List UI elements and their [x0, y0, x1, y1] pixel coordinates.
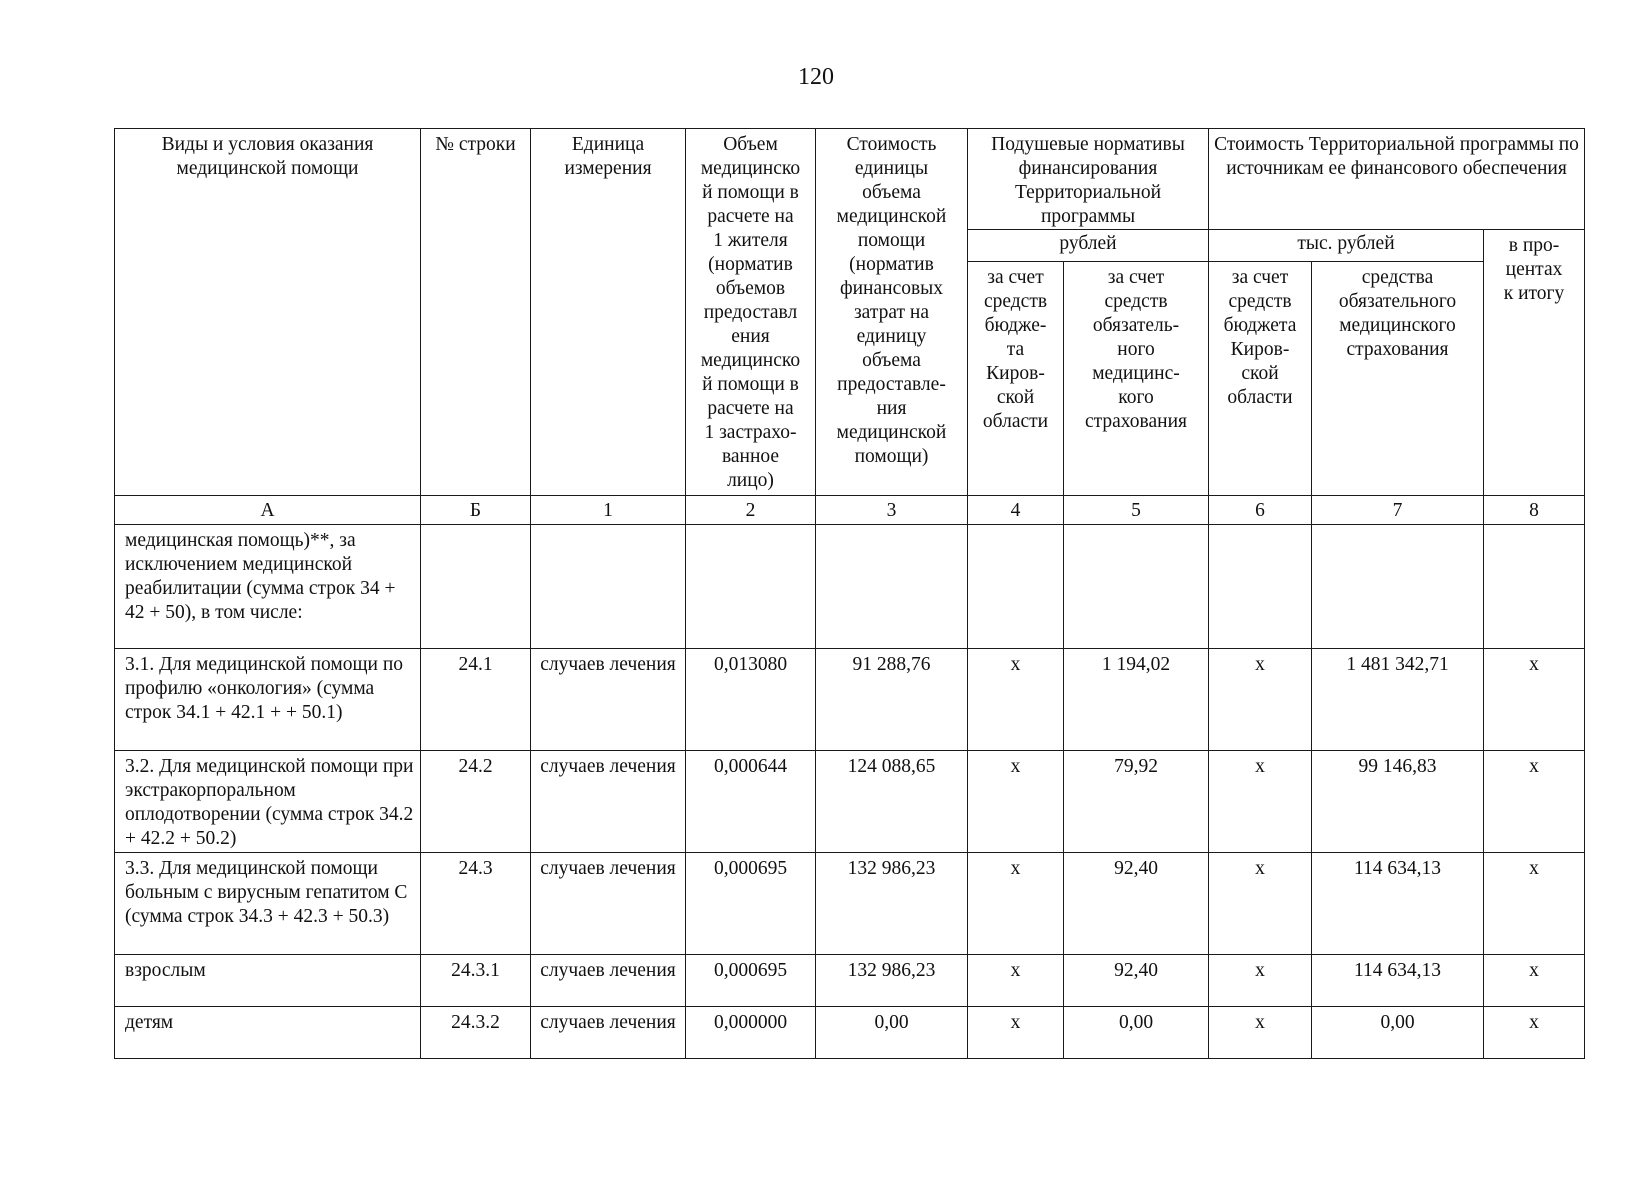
row-percent: х [1484, 955, 1585, 1007]
row-cost-budget [1209, 525, 1312, 649]
header-col-b: № строки [421, 129, 531, 496]
row-cost-oms [1312, 525, 1484, 649]
funding-table [114, 128, 1585, 1059]
row-percent: х [1484, 649, 1585, 751]
row-percent [1484, 525, 1585, 649]
row-norm-oms [1064, 525, 1209, 649]
row-unit: случаев лечения [531, 751, 686, 853]
row-line-number: 24.3.2 [421, 1007, 531, 1059]
header-col-3: Стоимость единицы объема медицинской помощи (норматив финансовых затрат на единицу объема предоставле- ния медицинской помощи) [816, 129, 968, 496]
table-row [115, 1007, 1585, 1059]
row-volume: 0,000644 [686, 751, 816, 853]
row-name: 3.1. Для медицинской помощи по профилю «онкология» (сумма строк 34.1 + 42.1 + + 50.1) [115, 649, 421, 751]
row-volume: 0,000695 [686, 955, 816, 1007]
table-row [115, 649, 1585, 751]
row-cost-oms: 99 146,83 [1312, 751, 1484, 853]
row-percent: х [1484, 1007, 1585, 1059]
header-col-5: за счет средств обязатель- ного медицинс- кого страхования [1064, 262, 1209, 496]
row-cost: 0,00 [816, 1007, 968, 1059]
header-col-7: средства обязательного медицинского страхования [1312, 262, 1484, 496]
header-group-cost: Стоимость Территориальной программы по источникам ее финансового обеспечения [1209, 129, 1585, 230]
header-col-2: Объем медицинско й помощи в расчете на 1 жителя (норматив объемов предоставл ения медицинско й помощи в расчете на 1 застрахо- ванное лицо) [686, 129, 816, 496]
row-line-number: 24.3 [421, 853, 531, 955]
column-number: 2 [686, 496, 816, 525]
row-unit: случаев лечения [531, 955, 686, 1007]
row-volume: 0,013080 [686, 649, 816, 751]
row-percent: х [1484, 853, 1585, 955]
column-number: 1 [531, 496, 686, 525]
row-line-number: 24.1 [421, 649, 531, 751]
row-unit: случаев лечения [531, 853, 686, 955]
row-volume [686, 525, 816, 649]
column-number: А [115, 496, 421, 525]
row-cost: 91 288,76 [816, 649, 968, 751]
row-line-number: 24.3.1 [421, 955, 531, 1007]
header-unit-thousand-rub: тыс. рублей [1209, 230, 1484, 262]
header-col-6: за счет средств бюджета Киров- ской области [1209, 262, 1312, 496]
table-row [115, 751, 1585, 853]
row-norm-budget: х [968, 1007, 1064, 1059]
row-cost-oms: 1 481 342,71 [1312, 649, 1484, 751]
row-cost: 132 986,23 [816, 955, 968, 1007]
row-volume: 0,000695 [686, 853, 816, 955]
row-norm-oms: 79,92 [1064, 751, 1209, 853]
row-norm-oms: 1 194,02 [1064, 649, 1209, 751]
row-cost-budget: х [1209, 751, 1312, 853]
header-group-norms: Подушевые нормативы финансирования Территориальной программы [968, 129, 1209, 230]
header-col-1: Единица измерения [531, 129, 686, 496]
row-line-number [421, 525, 531, 649]
row-name: медицинская помощь)**, за исключением медицинской реабилитации (сумма строк 34 + 42 + 50), в том числе: [115, 525, 421, 649]
row-cost: 132 986,23 [816, 853, 968, 955]
row-volume: 0,000000 [686, 1007, 816, 1059]
table-row [115, 853, 1585, 955]
row-name: 3.2. Для медицинской помощи при экстракорпоральном оплодотворении (сумма строк 34.2 + 42.2 + 50.2) [115, 751, 421, 853]
row-cost-budget: х [1209, 649, 1312, 751]
row-norm-budget: х [968, 955, 1064, 1007]
header-unit-rub: рублей [968, 230, 1209, 262]
row-name: детям [115, 1007, 421, 1059]
header-col-8: в про- центах к итогу [1484, 230, 1585, 496]
row-cost-oms: 114 634,13 [1312, 955, 1484, 1007]
column-number: 4 [968, 496, 1064, 525]
row-norm-budget [968, 525, 1064, 649]
row-norm-oms: 92,40 [1064, 955, 1209, 1007]
row-cost-budget: х [1209, 955, 1312, 1007]
row-cost-oms: 0,00 [1312, 1007, 1484, 1059]
row-norm-budget: х [968, 751, 1064, 853]
column-number: 6 [1209, 496, 1312, 525]
row-unit [531, 525, 686, 649]
row-norm-budget: х [968, 649, 1064, 751]
header-row-1 [115, 129, 1585, 230]
row-norm-budget: х [968, 853, 1064, 955]
table-row [115, 525, 1585, 649]
row-name: взрослым [115, 955, 421, 1007]
row-unit: случаев лечения [531, 1007, 686, 1059]
column-number: 7 [1312, 496, 1484, 525]
page-number: 120 [798, 64, 834, 90]
row-line-number: 24.2 [421, 751, 531, 853]
row-norm-oms: 0,00 [1064, 1007, 1209, 1059]
column-number: 8 [1484, 496, 1585, 525]
header-col-4: за счет средств бюдже- та Киров- ской области [968, 262, 1064, 496]
row-cost-budget: х [1209, 1007, 1312, 1059]
column-number-row [115, 496, 1585, 525]
row-name: 3.3. Для медицинской помощи больным с вирусным гепатитом С (сумма строк 34.3 + 42.3 + 50.3) [115, 853, 421, 955]
column-number: 5 [1064, 496, 1209, 525]
table-row [115, 955, 1585, 1007]
row-cost: 124 088,65 [816, 751, 968, 853]
row-unit: случаев лечения [531, 649, 686, 751]
column-number: 3 [816, 496, 968, 525]
row-cost [816, 525, 968, 649]
row-cost-oms: 114 634,13 [1312, 853, 1484, 955]
header-col-a: Виды и условия оказания медицинской помощи [115, 129, 421, 496]
row-cost-budget: х [1209, 853, 1312, 955]
row-norm-oms: 92,40 [1064, 853, 1209, 955]
row-percent: х [1484, 751, 1585, 853]
column-number: Б [421, 496, 531, 525]
